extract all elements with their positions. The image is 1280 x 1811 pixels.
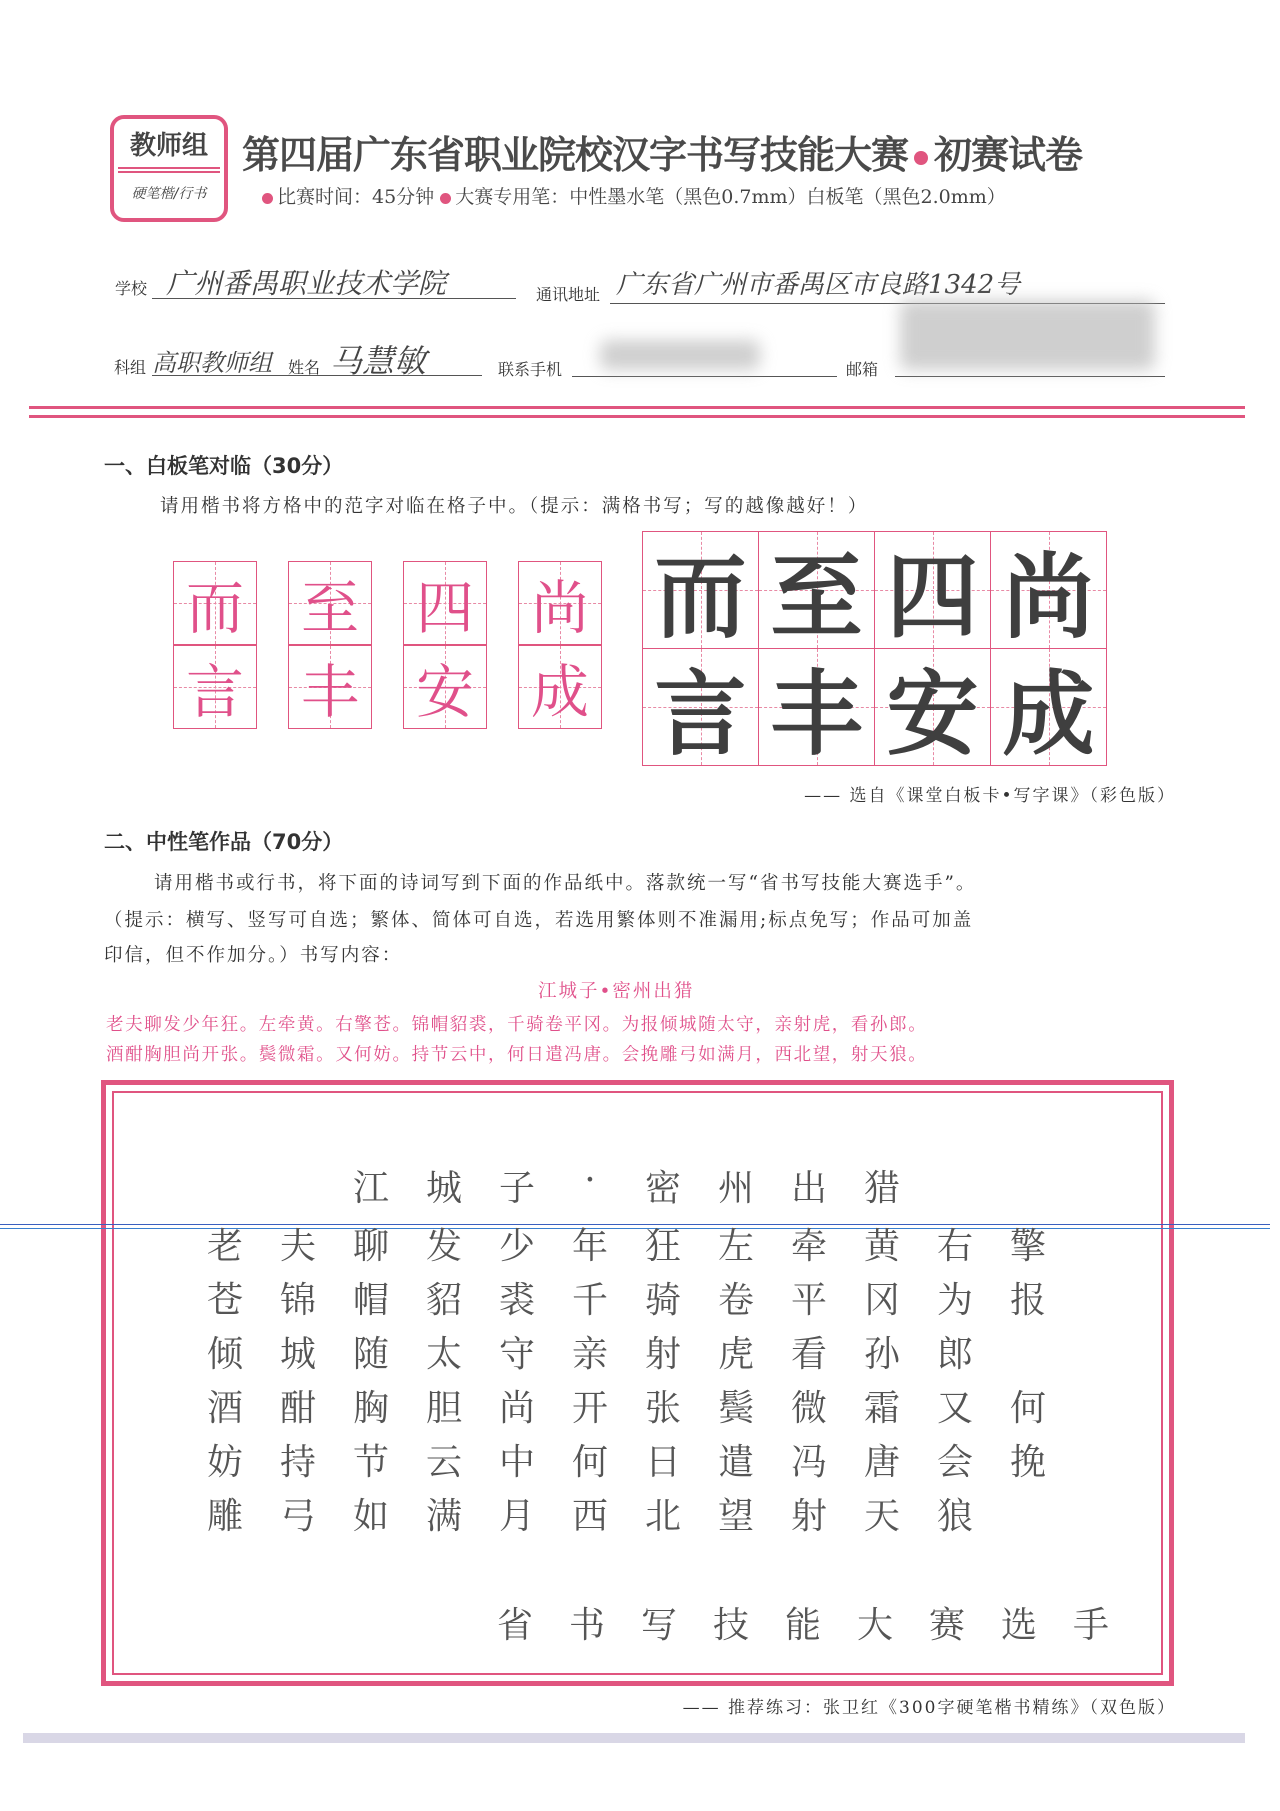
practice-char: 丰 bbox=[300, 658, 359, 726]
bottom-bar bbox=[23, 1733, 1245, 1743]
work-char: 唐 bbox=[863, 1442, 900, 1483]
section1-heading: 一、白板笔对临（30分） bbox=[104, 454, 344, 478]
model-char: 言 bbox=[654, 661, 747, 768]
phone-underline bbox=[572, 376, 837, 377]
work-char: 张 bbox=[644, 1388, 681, 1429]
work-char: 冈 bbox=[863, 1280, 900, 1321]
signature-char: 能 bbox=[784, 1605, 821, 1646]
email-label: 邮箱 bbox=[846, 360, 879, 379]
practice-cell[interactable] bbox=[288, 561, 372, 645]
footer-note: —— 推荐练习：张卫红《300字硬笔楷书精练》（双色版） bbox=[682, 1698, 1176, 1718]
header-divider bbox=[29, 406, 1245, 418]
work-char: 报 bbox=[1009, 1280, 1046, 1321]
work-char: 何 bbox=[571, 1442, 608, 1483]
scan-line bbox=[0, 1224, 1270, 1229]
work-char: 卷 bbox=[717, 1280, 754, 1321]
section1-instruction: 请用楷书将方格中的范字对临在格子中。（提示：满格书写；写的越像越好！） bbox=[160, 496, 869, 517]
exam-pens: 大赛专用笔：中性墨水笔（黑色0.7mm）白板笔（黑色2.0mm） bbox=[455, 186, 1006, 208]
model-cell bbox=[642, 648, 759, 766]
work-char: 狼 bbox=[936, 1496, 973, 1537]
signature-char: 手 bbox=[1072, 1605, 1109, 1646]
work-char: 妨 bbox=[206, 1442, 243, 1483]
work-char: 霜 bbox=[863, 1388, 900, 1429]
practice-char: 成 bbox=[530, 658, 589, 726]
title-main: 第四届广东省职业院校汉字书写技能大赛 bbox=[242, 133, 909, 177]
section2-para1: 请用楷书或行书，将下面的诗词写到下面的作品纸中。落款统一写“省书写技能大赛选手”。 bbox=[154, 873, 977, 894]
work-char: 北 bbox=[644, 1496, 681, 1537]
school-value[interactable]: 广州番禺职业技术学院 bbox=[166, 267, 447, 300]
practice-cell[interactable] bbox=[403, 645, 487, 729]
practice-char: 尚 bbox=[530, 574, 589, 642]
work-char: 云 bbox=[425, 1442, 462, 1483]
work-char: 发 bbox=[425, 1226, 462, 1267]
practice-cell[interactable] bbox=[518, 645, 602, 729]
signature-char: 技 bbox=[712, 1605, 749, 1646]
exam-info bbox=[262, 182, 1006, 209]
work-char: 为 bbox=[936, 1280, 973, 1321]
work-char: 老 bbox=[206, 1226, 243, 1267]
work-title-char: · bbox=[584, 1160, 596, 1201]
name-value[interactable]: 马慧敏 bbox=[330, 342, 427, 380]
work-char: 会 bbox=[936, 1442, 973, 1483]
model-cell bbox=[758, 531, 875, 649]
model-cell bbox=[642, 531, 759, 649]
phone-redacted bbox=[600, 340, 760, 370]
model-char: 安 bbox=[886, 661, 979, 768]
work-char: 冯 bbox=[790, 1442, 827, 1483]
practice-char: 而 bbox=[185, 574, 244, 642]
signature-char: 写 bbox=[640, 1605, 677, 1646]
category-badge bbox=[110, 115, 228, 222]
work-title-char: 密 bbox=[644, 1168, 681, 1209]
work-char: 千 bbox=[571, 1280, 608, 1321]
practice-cell[interactable] bbox=[403, 561, 487, 645]
practice-cell[interactable] bbox=[173, 645, 257, 729]
email-underline bbox=[895, 376, 1165, 377]
address-value[interactable]: 广东省广州市番禺区市良路1342号 bbox=[616, 270, 1021, 300]
poem-line-2: 酒酣胸胆尚开张。鬓微霜。又何妨。持节云中，何日遣冯唐。会挽雕弓如满月，西北望，射天狼。 bbox=[106, 1045, 928, 1065]
work-char: 胸 bbox=[352, 1388, 389, 1429]
work-char: 亲 bbox=[571, 1334, 608, 1375]
work-char: 天 bbox=[863, 1496, 900, 1537]
work-title-char: 江 bbox=[352, 1168, 389, 1209]
work-title-char: 城 bbox=[425, 1168, 462, 1209]
work-char: 守 bbox=[498, 1334, 535, 1375]
model-char: 而 bbox=[654, 544, 747, 651]
page-title bbox=[242, 124, 1082, 179]
work-char: 看 bbox=[790, 1334, 827, 1375]
work-title-char: 猎 bbox=[863, 1168, 900, 1209]
poem-line-1: 老夫聊发少年狂。左牵黄。右擎苍。锦帽貂裘，千骑卷平冈。为报倾城随太守，亲射虎，看孙郎。 bbox=[106, 1015, 928, 1035]
work-char: 右 bbox=[936, 1226, 973, 1267]
practice-char: 至 bbox=[300, 574, 359, 642]
name-label: 姓名 bbox=[288, 358, 321, 377]
work-char: 尚 bbox=[498, 1388, 535, 1429]
bullet-dot bbox=[262, 193, 273, 204]
section2-para3: 印信，但不作加分。）书写内容： bbox=[104, 945, 403, 966]
bullet-dot bbox=[914, 151, 928, 165]
section2-heading: 二、中性笔作品（70分） bbox=[104, 830, 344, 854]
work-char: 裘 bbox=[498, 1280, 535, 1321]
work-char: 锦 bbox=[279, 1280, 316, 1321]
work-char: 中 bbox=[498, 1442, 535, 1483]
work-char: 胆 bbox=[425, 1388, 462, 1429]
work-char: 弓 bbox=[279, 1496, 316, 1537]
work-char: 随 bbox=[352, 1334, 389, 1375]
work-title-char: 子 bbox=[498, 1168, 535, 1209]
work-char: 虎 bbox=[717, 1334, 754, 1375]
model-char: 四 bbox=[886, 544, 979, 651]
work-char: 黄 bbox=[863, 1226, 900, 1267]
signature-char: 赛 bbox=[928, 1605, 965, 1646]
poem-title: 江城子•密州出猎 bbox=[538, 981, 695, 1002]
work-char: 左 bbox=[717, 1226, 754, 1267]
signature-char: 选 bbox=[1000, 1605, 1037, 1646]
work-title-char: 出 bbox=[790, 1168, 827, 1209]
title-suffix: 初赛试卷 bbox=[934, 133, 1083, 177]
address-label: 通讯地址 bbox=[536, 285, 601, 304]
work-char: 望 bbox=[717, 1496, 754, 1537]
work-char: 西 bbox=[571, 1496, 608, 1537]
practice-cell[interactable] bbox=[173, 561, 257, 645]
work-char: 微 bbox=[790, 1388, 827, 1429]
email-redacted bbox=[900, 300, 1155, 370]
group-label: 科组 bbox=[114, 358, 147, 377]
work-char: 倾 bbox=[206, 1334, 243, 1375]
work-char: 持 bbox=[279, 1442, 316, 1483]
work-char: 满 bbox=[425, 1496, 462, 1537]
work-char: 射 bbox=[644, 1334, 681, 1375]
signature-char: 大 bbox=[856, 1605, 893, 1646]
practice-cell[interactable] bbox=[288, 645, 372, 729]
work-title-char: 州 bbox=[717, 1168, 754, 1209]
work-char: 孙 bbox=[863, 1334, 900, 1375]
work-char: 如 bbox=[352, 1496, 389, 1537]
work-char: 擎 bbox=[1009, 1226, 1046, 1267]
work-char: 平 bbox=[790, 1280, 827, 1321]
signature-char: 省 bbox=[496, 1605, 533, 1646]
work-char: 貂 bbox=[425, 1280, 462, 1321]
badge-divider bbox=[118, 167, 220, 173]
work-char: 少 bbox=[498, 1226, 535, 1267]
model-cell bbox=[874, 531, 991, 649]
model-cell bbox=[990, 648, 1107, 766]
work-char: 射 bbox=[790, 1496, 827, 1537]
bullet-dot bbox=[440, 193, 451, 204]
group-value[interactable]: 高职教师组 bbox=[152, 349, 272, 377]
work-char: 太 bbox=[425, 1334, 462, 1375]
model-cell bbox=[874, 648, 991, 766]
phone-label: 联系手机 bbox=[498, 360, 563, 379]
practice-char: 四 bbox=[415, 574, 474, 642]
practice-cell[interactable] bbox=[518, 561, 602, 645]
work-char: 聊 bbox=[352, 1226, 389, 1267]
work-char: 酒 bbox=[206, 1388, 243, 1429]
work-char: 鬓 bbox=[717, 1388, 754, 1429]
signature-char: 书 bbox=[568, 1605, 605, 1646]
work-char: 帽 bbox=[352, 1280, 389, 1321]
work-char: 节 bbox=[352, 1442, 389, 1483]
section2-para2: （提示：横写、竖写可自选；繁体、简体可自选，若选用繁体则不准漏用;标点免写；作品可加盖 bbox=[104, 910, 974, 931]
model-char: 成 bbox=[1002, 661, 1095, 768]
model-char: 至 bbox=[770, 544, 863, 651]
work-char: 何 bbox=[1009, 1388, 1046, 1429]
practice-char: 言 bbox=[185, 658, 244, 726]
work-char: 郎 bbox=[936, 1334, 973, 1375]
work-char: 城 bbox=[279, 1334, 316, 1375]
work-char: 遣 bbox=[717, 1442, 754, 1483]
model-char: 丰 bbox=[770, 661, 863, 768]
work-char: 雕 bbox=[206, 1496, 243, 1537]
work-char: 酣 bbox=[279, 1388, 316, 1429]
name-underline bbox=[152, 375, 482, 376]
work-char: 月 bbox=[498, 1496, 535, 1537]
work-char: 开 bbox=[571, 1388, 608, 1429]
work-char: 年 bbox=[571, 1226, 608, 1267]
work-char: 夫 bbox=[279, 1226, 316, 1267]
work-char: 骑 bbox=[644, 1280, 681, 1321]
exam-time: 比赛时间：45分钟 bbox=[277, 186, 435, 208]
practice-char: 安 bbox=[415, 658, 474, 726]
section1-source: —— 选自《课堂白板卡•写字课》（彩色版） bbox=[804, 786, 1176, 806]
badge-group: 教师组 bbox=[129, 131, 208, 161]
badge-style: 硬笔楷/行书 bbox=[131, 186, 207, 202]
school-label: 学校 bbox=[115, 279, 148, 298]
work-char: 苍 bbox=[206, 1280, 243, 1321]
model-cell bbox=[990, 531, 1107, 649]
work-char: 狂 bbox=[644, 1226, 681, 1267]
work-char: 牵 bbox=[790, 1226, 827, 1267]
work-char: 又 bbox=[936, 1388, 973, 1429]
work-char: 日 bbox=[644, 1442, 681, 1483]
work-char: 挽 bbox=[1009, 1442, 1046, 1483]
model-char: 尚 bbox=[1002, 544, 1095, 651]
model-cell bbox=[758, 648, 875, 766]
